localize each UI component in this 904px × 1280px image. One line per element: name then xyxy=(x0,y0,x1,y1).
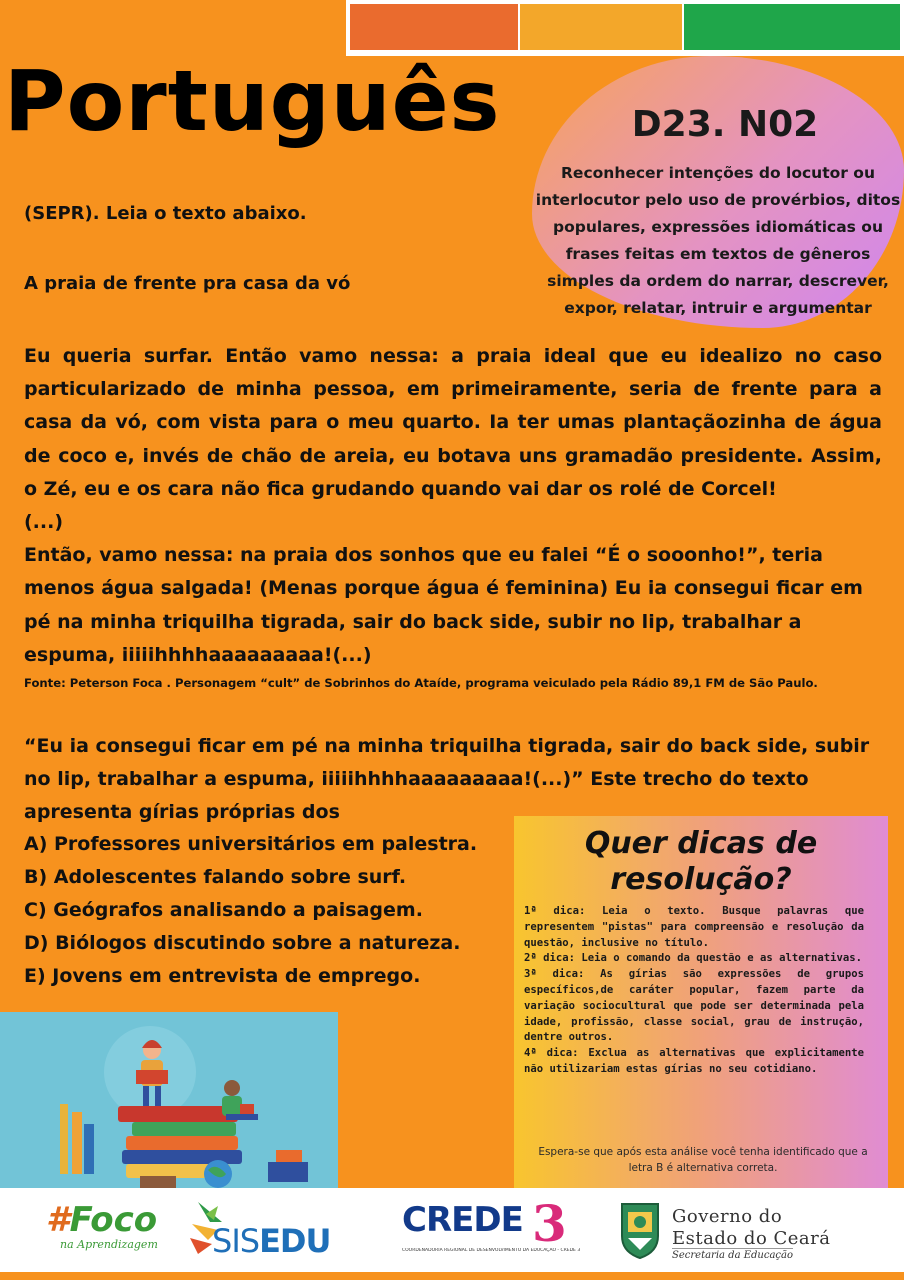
text-title: A praia de frente pra casa da vó xyxy=(24,273,351,294)
tip-3: 3ª dica: As gírias são expressões de grupos específicos,de caráter popular, fazem parte da variação sociocultural que pode ser determinada pela idade, profissão, classe social, grau de instrução, dentre outros. xyxy=(524,968,864,1044)
text-ellipsis: (...) xyxy=(24,511,64,534)
tips-list xyxy=(524,904,864,1078)
ceara-coat-of-arms-icon xyxy=(616,1200,664,1260)
answer-options xyxy=(24,828,477,993)
crede-3-logo xyxy=(402,1194,602,1264)
header-stripe-green xyxy=(684,4,900,50)
header-stripe-orange xyxy=(350,4,518,50)
option-c: C) Geógrafos analisando a paisagem. xyxy=(24,899,423,921)
crede-logo-subtitle: COORDENADORIA REGIONAL DE DESENVOLVIMENTO DA EDUCAÇÃO - CREDE 3 xyxy=(402,1248,581,1253)
bottom-bar xyxy=(0,1272,904,1280)
header-stripe-yellow xyxy=(520,4,682,50)
hash-icon: # xyxy=(46,1200,70,1240)
sisedu-logo xyxy=(188,1196,364,1260)
text-body xyxy=(24,340,882,672)
foco-aprendizagem-logo xyxy=(46,1202,158,1251)
sisedu-logo-text-b: EDU xyxy=(259,1222,331,1260)
text-paragraph-2: Então, vamo nessa: na praia dos sonhos que eu falei “É o sooonho!”, teria menos água salgada! (Menas porque água é feminina) Eu ia consegui ficar em pé na minha triquilha tigrada, sair do back side, subir no lip, trabalhar a espuma, iiiiihhhhaaaaaaaaa!(...) xyxy=(24,544,863,666)
option-d: D) Biólogos discutindo sobre a natureza. xyxy=(24,932,461,954)
descriptor-text: Reconhecer intenções do locutor ou interlocutor pelo uso de provérbios, ditos populares, expressões idiomáticas ou frases feitas em textos de gêneros simples da ordem do narrar, descrever, expor, relatar, intruir e argumentar xyxy=(535,164,901,317)
footer-logos xyxy=(0,1188,904,1272)
crede-logo-number: 3 xyxy=(532,1194,567,1253)
text-intro: (SEPR). Leia o texto abaixo. xyxy=(24,203,307,224)
tip-2: 2ª dica: Leia o comando da questão e as alternativas. xyxy=(524,952,863,965)
gov-logo-line3: Secretaria da Educação xyxy=(672,1250,793,1261)
foco-logo-subtitle: na Aprendizagem xyxy=(60,1238,158,1251)
reading-books-icon xyxy=(0,1012,338,1188)
foco-logo-text: Foco xyxy=(69,1200,158,1240)
tip-4: 4ª dica: Exclua as alternativas que explicitamente não utilizariam estas gírias no seu cotidiano. xyxy=(524,1047,864,1075)
option-b: B) Adolescentes falando sobre surf. xyxy=(24,866,407,888)
text-paragraph-1: Eu queria surfar. Então vamo nessa: a praia ideal que eu idealizo no caso particularizado de minha pessoa, em primeiramente, seria de frente para a casa da vó, com vista para o meu quarto. Ia ter umas plantaçãozinha de água de coco e, invés de chão de areia, eu botava uns gramadão presidente. Assim, o Zé, eu e os cara não fica grudando quando vai dar os rolé de Corcel! xyxy=(24,345,882,500)
question-stem: “Eu ia consegui ficar em pé na minha triquilha tigrada, sair do back side, subir no lip, trabalhar a espuma, iiiiihhhhaaaaaaaaa!(...)” Este trecho do texto apresenta gírias próprias dos xyxy=(24,735,870,823)
page-title: Português xyxy=(4,52,501,150)
crede-logo-text: CREDE xyxy=(402,1200,523,1240)
tips-title: Quer dicas de resolução? xyxy=(584,826,818,897)
sisedu-logo-text-a: SIS xyxy=(212,1222,260,1260)
students-reading-illustration xyxy=(0,1012,338,1188)
gov-logo-line2: Estado do Ceará xyxy=(672,1228,831,1249)
governo-ceara-logo xyxy=(614,1198,854,1264)
text-source: Fonte: Peterson Foca . Personagem “cult” de Sobrinhos do Ataíde, programa veiculado pela Rádio 89,1 FM de São Paulo. xyxy=(24,676,818,690)
tips-footer: Espera-se que após esta análise você tenha identificado que a letra B é alternativa correta. xyxy=(538,1146,868,1174)
option-e: E) Jovens em entrevista de emprego. xyxy=(24,965,421,987)
tips-panel xyxy=(514,816,888,1188)
gov-logo-line1: Governo do xyxy=(672,1206,783,1227)
option-a: A) Professores universitários em palestra. xyxy=(24,833,478,855)
tip-1: 1ª dica: Leia o texto. Busque palavras que representem "pistas" para compreensão e resolução da questão, inclusive no título. xyxy=(524,905,864,949)
descriptor-code: D23. N02 xyxy=(631,104,819,145)
